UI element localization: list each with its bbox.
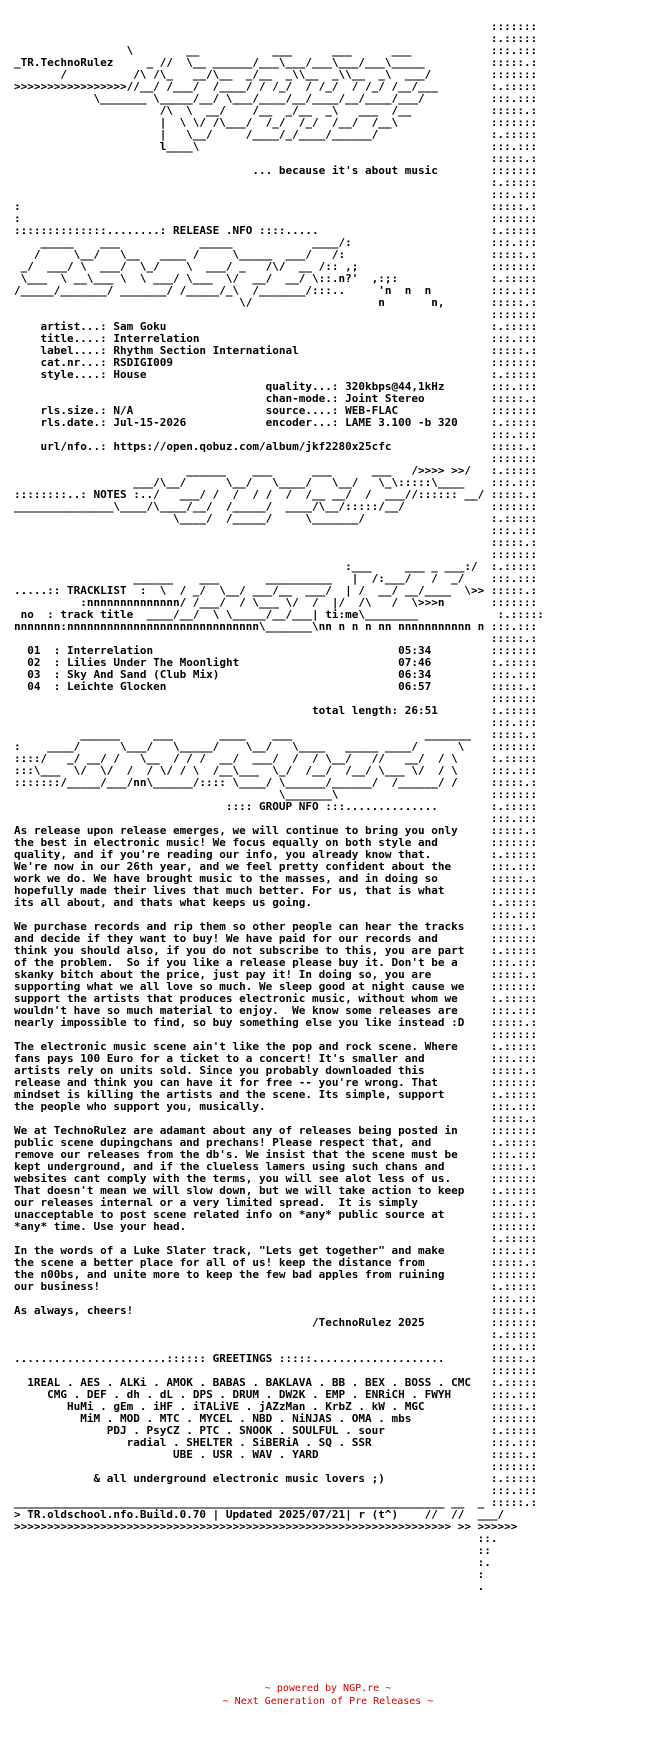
track-time: 06:57 <box>398 680 432 693</box>
tagline: ... because it's about music <box>252 164 438 177</box>
greetings-line: radial . SHELTER . SiBERiA . SQ . SSR <box>126 1436 372 1449</box>
track-time: 06:34 <box>398 668 432 681</box>
group-nfo-header: :::: GROUP NFO :::.............. <box>225 800 438 813</box>
track-title: Leichte Glocken <box>67 680 167 693</box>
side-rail: :.::::: :::.::: :::::.: ::::::: :.::::: :::.::: <box>490 1040 538 1113</box>
url-value: https://open.qobuz.com/album/jkf2280x25cfc <box>113 440 392 453</box>
artist-value: Sam Goku <box>113 320 167 333</box>
rls-date-value: Jul-15-2026 <box>113 416 187 429</box>
side-rail: :::::.: ::::::: :.::::: :::.::: :::::.: ::::::: :.::::: :::.::: :::::.: <box>490 920 538 1029</box>
track-time: 05:34 <box>398 644 432 657</box>
next-generation-line: ~ Next Generation of Pre Releases ~ <box>222 1696 434 1707</box>
quality-value: 320kbps@44,1kHz <box>345 380 445 393</box>
side-rail: ::::::: :.::::: :::.::: :::::.: ::::::: :.::::: :::.::: :::::.: ::::::: <box>490 1124 538 1233</box>
track-title: Interrelation <box>67 644 154 657</box>
encoder-value: LAME 3.100 -b 320 <box>345 416 458 429</box>
nfo-text: ::::::: :.::::: \ __ ___ ___ ___ :::.::: _TR.TechnoRulez _ // \__ ______/___\___/___\___/___\_____ :::::.: / /\ /\_ __/\__ _/__ _\\__ _\\__ _\ ___/ ::::::: >>>>>>>>>>>>>>>>>//__/ /___/ /____/ / /_/ / /_/ / /_/ /__/___ :.::::: \_______ \_____/__/ \___/____/__/____/__/____/___/ :::.::: /\ \ __/ /__ _/__ _\ ___ /__ :::::.: | \ \/ /\___/ /_/ /_/ /__/ /__\ ::::::: | \__/ /____/_/____/______/ :.::::: l____\ :::.::: :::::.: ... because it's about music ::::::: :.::::: :::.::: : :::::.: : ::::::: ::::::::::::::........: RELEASE .NFO ::::..... :.::::: _____ ___ _____ ____/: :::.::: / \__/ \__ ____ / \_____ ___/ /: :::::.: _/ ___/ \ ___/ \_/ \ ___/ _ /\/ __ /:: ,; ::::::: \___ \ __\___ \ \ ___/ \___ \/ __/ __/ \::.n?' ,:;: :.::::: /_____/_______/ _______/ /_____/_\ /_______/:::.. 'n n n :::.::: \/ n n, :::::.: ::::::: artist...: Sam Goku :.::::: title....: Interrelation :::.::: label....: Rhythm Section International :::::.: cat.nr...: RSDIGI009 ::::::: style....: House :.::::: quality...: 320kbps@44,1kHz :::.::: chan-mode.: Joint Stereo :::::.: rls.size.: N/A source....: WEB-FLAC ::::::: rls.date.: Jul-15-2026 encoder...: LAME 3.100 -b 320 :.::::: :::.::: url/nfo..: https://open.qobuz.com/album/jkf2280x25cfc :::::.: ::::::: ______ ___ ___ ___ />>>> >>/ :.::::: ___/\__/ \__/ \____/ \__/ \_\:::::\____ :::.::: ::::::::..: NOTES :../ ___/ / / / / / /__ __/ / ___//:::::: __/ :::::.: _______________\____/\____/__/ /_____/ ____/\__/:::::/__/ ::::::: \____/ /_____/ \_______/ :.::::: :::.::: :::::.: ::::::: :___ ___ _ ___:/ :.::::: ______ ___ __________ | /:___/ / _/ :::.::: .....:: TRACKLIST : \ / _/ \__/ ___/__ ___/ | / __/ __/____ \>> :::::.: :nnnnnnnnnnnnnn/ /___/ / \___ \/ / |/ /\ / \>>>n ::::::: no : track title ____/__/ \ \_____/__/___| ti:me\________ :.::::: nnnnnnn:nnnnnnnnnnnnnnnnnnnnnnnnnnnnn\_______\nn n n n nn nnnnnnnnnnn n :::.::: :::::.: 01 : Interrelation 05:34 ::::::: 02 : Lilies Under The Moonlight 07:46 :.::::: 03 : Sky And Sand (Club Mix) 06:34 :::.::: 04 : Leichte Glocken 06:57 :::::.: ::::::: total length: 26:51 :.::::: :::.::: ______ ___ ____ ___ _______ :::::.: : ____/ \___/ \_____/ \__/ \____ _____ ____/ \ ::::::: ::::/ _/ __/ / \__ / / / __/ ___/ / / \__/ // __/ / \ :.::::: :::\___ \/ \/ / / \/ / \ /__\___ \_/ /__/ /__/ \___ \/ / \ :::.::: :::::::/_____/___/nn\______/:::: \____/ \______/______/ /______/ / :::::.: \_______\ ::::::: :::: GROUP NFO :::.............. :.::::: :::.::: As release upon release emerges, we will continue to bring you only the best in electronic music! We focus equally on both style and quality, and if you're reading our info, you already know that. We're now in our 26th year, and we feel pretty confident about the work we do. We have brought music to the masses, and in doing so hopefully made their lives that much better. For us, that is what its all about, and thats what keeps us going. :::::.: ::::::: :.::::: :::.::: :::::.: ::::::: :.::::: :::.::: We purchase records and rip them so other people can hear the tracks and decide if they want to buy! We have paid for our records and think you should also, if you do not subscribe to this, you are part of the problem. So if you like a release please buy it. Don't be a skanky bitch about the price, just pay it! In doing so, you are supporting what we all love so much. We sleep good at night cause we support the artists that produces electronic music, without whom we wouldn't have so much material to enjoy. We know some releases are nearly impossible to find, so buy something else you like instead :D :::::.: ::::::: :.::::: :::.::: :::::.: ::::::: :.::::: :::.::: :::::.: ::::::: The electronic music scene ain't like the pop and rock scene. Where fans pays 100 Euro for a ticket to a concert! It's smaller and artists rely on units sold. Since you probably downloaded this release and think you can have it for free -- you're wrong. That mindset is killing the artists and the scene. Its simple, support the people who support you, musically. :.::::: :::.::: :::::.: ::::::: :.::::: :::.::: :::::.: We at TechnoRulez are adamant about any of releases being posted in public scene dupingchans and prechans! Please respect that, and remove our releases from the db's. We insist that the scene must be kept underground, and if the clueless lamers using such chans and websites cant comply with the terms, you will see alot less of us. That doesn't mean we will slow down, but we will take action to keep our releases internal or a very limited spread. It is simply unacceptable to post scene related info on *any* public source at *any* time. Use your head. ::::::: :.::::: :::.::: :::::.: ::::::: :.::::: :::.::: :::::.: ::::::: :.::::: In the words of a Luke Slater track, "Lets get together" and make the scene a better place for all of us! keep the distance from the n00bs, and unite more to keep the few bad apples from ruining our business! :::.::: :::::.: ::::::: :.::::: :::.::: As always, cheers! :::::.: /TechnoRulez 2025 ::::::: :.::::: :::.::: .......................:::::: GREETINGS :::::.................... :::::.: ::::::: 1REAL . AES . ALKi . AMOK . BABAS . BAKLAVA . BB . BEX . BOSS . CMC :.::::: CMG . DEF . dh . dL . DPS . DRUM . DW2K . EMP . ENRiCH . FWYH :::.::: HuMi . gEm . iHF . iTALiVE . jAZzMan . KrbZ . kW . MGC :::::.: MiM . MOD . MTC . MYCEL . NBD . NiNJAS . OMA . mbs ::::::: PDJ . PsyCZ . PTC . SNOOK . SOULFUL . sour :.::::: radial . SHELTER . SiBERiA . SQ . SSR :::.::: UBE . USR . WAV . YARD :::::.: ::::::: & all underground electronic music lovers ;) :.::::: :::.::: _________________________________________________________________ __ _ :::::.: > TR.oldschool.nfo.Build.0.70 | Updated 2025/07/21| r (t^) // // ___/ >>>>>>>>>>>>>>>>>>>>>>>>>>>>>>>>>>>>>>>>>>>>>>>>>>>>>>>>>>>>>>>>>> >> >>>>>> ::. :: :. : . <box>14 20 544 1593</box>
rls-size-value: N/A <box>113 404 134 417</box>
powered-by-line: ~ powered by NGP.re ~ <box>264 1683 392 1694</box>
side-rail: :::::.: ::::::: :.::::: :::.::: :::::.: ::::::: :.::::: <box>490 824 538 909</box>
title-value: Interrelation <box>113 332 200 345</box>
chan-mode-value: Joint Stereo <box>345 392 425 405</box>
total-length: total length: 26:51 <box>312 704 438 717</box>
style-value: House <box>113 368 147 381</box>
greetings-footer: & all underground electronic music lovers ;) <box>93 1472 385 1485</box>
track-title: Lilies Under The Moonlight <box>67 656 240 669</box>
track-time: 07:46 <box>398 656 432 669</box>
greetings-header: .......................:::::: GREETINGS :::::.................... <box>14 1352 445 1365</box>
group-paragraph: As release upon release emerges, we will continue to bring you only the best in electronic music! We focus equally on both style and quality, and if you're reading our info, you already know that. We're now in our 26th year, and we feel pretty confident about the work we do. We have brought music to the masses, and in doing so hopefully made their lives that much better. For us, that is what its all about, and thats what keeps us going. <box>14 824 458 909</box>
side-rail: :::.::: :::::.: ::::::: :.::::: <box>490 1244 538 1293</box>
col-no: no <box>20 608 34 621</box>
closing-line: As always, cheers! <box>14 1304 134 1317</box>
group-paragraph: We purchase records and rip them so other people can hear the tracks and decide if they want to buy! We have paid for our records and think you should also, if you do not subscribe to this, you are part of the problem. So if you like a release please buy it. Don't be a skanky bitch about the price, just pay it! In doing so, you are supporting what we all love so much. We sleep good at night cause we support the artists that produces electronic music, without whom we wouldn't have so much material to enjoy. We know some releases are nearly impossible to find, so buy something else you like instead :D <box>14 920 465 1029</box>
greetings-line: CMG . DEF . dh . dL . DPS . DRUM . DW2K . EMP . ENRiCH . FWYH <box>47 1388 452 1401</box>
nfo-footer <box>0 1682 656 1708</box>
track-no: 01 <box>27 644 41 657</box>
greetings-line: MiM . MOD . MTC . MYCEL . NBD . NiNJAS . OMA . mbs <box>80 1412 412 1425</box>
track-no: 02 <box>27 656 41 669</box>
greetings-line: UBE . USR . WAV . YARD <box>172 1448 319 1461</box>
greetings-line: HuMi . gEm . iHF . iTALiVE . jAZzMan . KrbZ . kW . MGC <box>66 1400 425 1413</box>
label-value: Rhythm Section International <box>113 344 299 357</box>
group-tag: TR.TechnoRulez <box>20 56 114 69</box>
greetings-line: 1REAL . AES . ALKi . AMOK . BABAS . BAKLAVA . BB . BEX . BOSS . CMC <box>27 1376 471 1389</box>
col-time: ti:me <box>325 608 359 621</box>
build-line: > TR.oldschool.nfo.Build.0.70 | Updated 2025/07/21| r (t^) <box>14 1508 399 1521</box>
track-no: 03 <box>27 668 41 681</box>
tracklist-header: .....:: TRACKLIST : <box>14 584 147 597</box>
catnr-value: RSDIGI009 <box>113 356 173 369</box>
greetings-line: PDJ . PsyCZ . PTC . SNOOK . SOULFUL . sour <box>106 1424 385 1437</box>
group-paragraph: In the words of a Luke Slater track, "Lets get together" and make the scene a better place for all of us! keep the distance from the n00bs, and unite more to keep the few bad apples from ruining our business! <box>14 1244 445 1293</box>
track-title: Sky And Sand (Club Mix) <box>67 668 220 681</box>
notes-header: ::::::::..: NOTES :.. <box>14 488 154 501</box>
group-paragraph: We at TechnoRulez are adamant about any of releases being posted in public scene dupingchans and prechans! Please respect that, and remove our releases from the db's. We insist that the scene must be kept underground, and if the clueless lamers using such chans and websites cant comply with the terms, you will see alot less of us. That doesn't mean we will slow down, but we will take action to keep our releases internal or a very limited spread. It is simply unacceptable to post scene related info on *any* public source at *any* time. Use your head. <box>14 1124 465 1233</box>
col-title: : track title <box>47 608 134 621</box>
signature: /TechnoRulez 2025 <box>312 1316 425 1329</box>
track-no: 04 <box>27 680 41 693</box>
release-nfo-header: ::::::::::::::........: RELEASE .NFO ::::..... <box>14 224 319 237</box>
group-paragraph: The electronic music scene ain't like the pop and rock scene. Where fans pays 100 Euro for a ticket to a concert! It's smaller and artists rely on units sold. Since you probably downloaded this release and think you can have it for free -- you're wrong. That mindset is killing the artists and the scene. Its simple, support the people who support you, musically. <box>14 1040 458 1113</box>
source-value: WEB-FLAC <box>345 404 399 417</box>
